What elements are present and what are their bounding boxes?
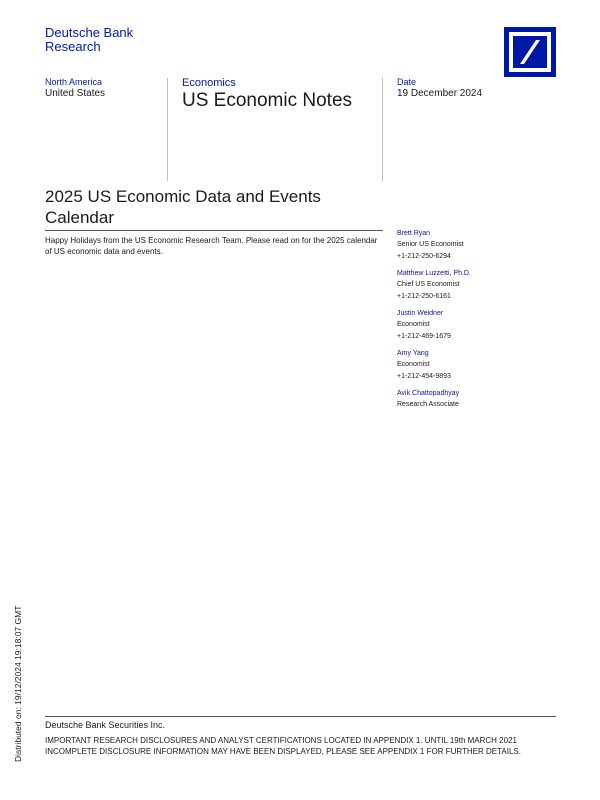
author-phone: +1-212-469-1679 xyxy=(397,333,451,340)
author-name[interactable]: Matthew Luzzetti, Ph.D. xyxy=(397,270,471,277)
author-name[interactable]: Brett Ryan xyxy=(397,230,431,237)
author-entry xyxy=(397,229,577,263)
author-role: Economist xyxy=(397,361,430,368)
author-name[interactable]: Justin Weidner xyxy=(397,310,444,317)
region-label: North America xyxy=(45,77,103,87)
summary-text: Happy Holidays from the US Economic Research Team. Please read on for the 2025 calendar of US economic data and events. xyxy=(45,236,378,256)
author-list xyxy=(397,229,577,417)
author-entry xyxy=(397,309,577,343)
header-divider xyxy=(167,78,168,181)
author-entry xyxy=(397,349,577,383)
distribution-stamp: Distributed on: 19/12/2024 19:18:07 GMT xyxy=(13,605,23,762)
company-name: Deutsche Bank Securities Inc. xyxy=(45,720,166,730)
region-value: United States xyxy=(45,88,106,99)
report-type-title: US Economic Notes xyxy=(182,90,353,111)
header-divider xyxy=(382,78,383,181)
brand-name xyxy=(45,26,133,54)
author-entry xyxy=(397,389,577,411)
document-title: 2025 US Economic Data and Events Calendar xyxy=(45,187,321,227)
author-role: Senior US Economist xyxy=(397,241,464,248)
author-phone: +1-212-250-6161 xyxy=(397,293,451,300)
footer-divider xyxy=(45,716,556,717)
disclosure-text: IMPORTANT RESEARCH DISCLOSURES AND ANALYST CERTIFICATIONS LOCATED IN APPENDIX 1. UNTIL 19th MARCH 2021 INCOMPLETE DISCLOSURE INFORMATION MAY HAVE BEEN DISPLAYED, PLEASE SEE APPENDIX 1 FOR FURTHER DETAILS. xyxy=(45,736,521,756)
deutsche-bank-logo-icon xyxy=(504,27,556,77)
author-name[interactable]: Avik Chattopadhyay xyxy=(397,390,460,397)
author-phone: +1-212-454-9893 xyxy=(397,373,451,380)
author-phone: +1-212-250-6294 xyxy=(397,253,451,260)
author-role: Economist xyxy=(397,321,430,328)
author-entry xyxy=(397,269,577,303)
brand-line-1: Deutsche Bank xyxy=(45,25,134,40)
author-role: Research Associate xyxy=(397,401,459,408)
date-label: Date xyxy=(397,77,417,87)
author-name[interactable]: Amy Yang xyxy=(397,350,429,357)
brand-line-2: Research xyxy=(45,39,101,54)
title-divider xyxy=(45,230,383,231)
sector-label: Economics xyxy=(182,77,236,89)
author-role: Chief US Economist xyxy=(397,281,460,288)
date-value: 19 December 2024 xyxy=(397,88,483,99)
